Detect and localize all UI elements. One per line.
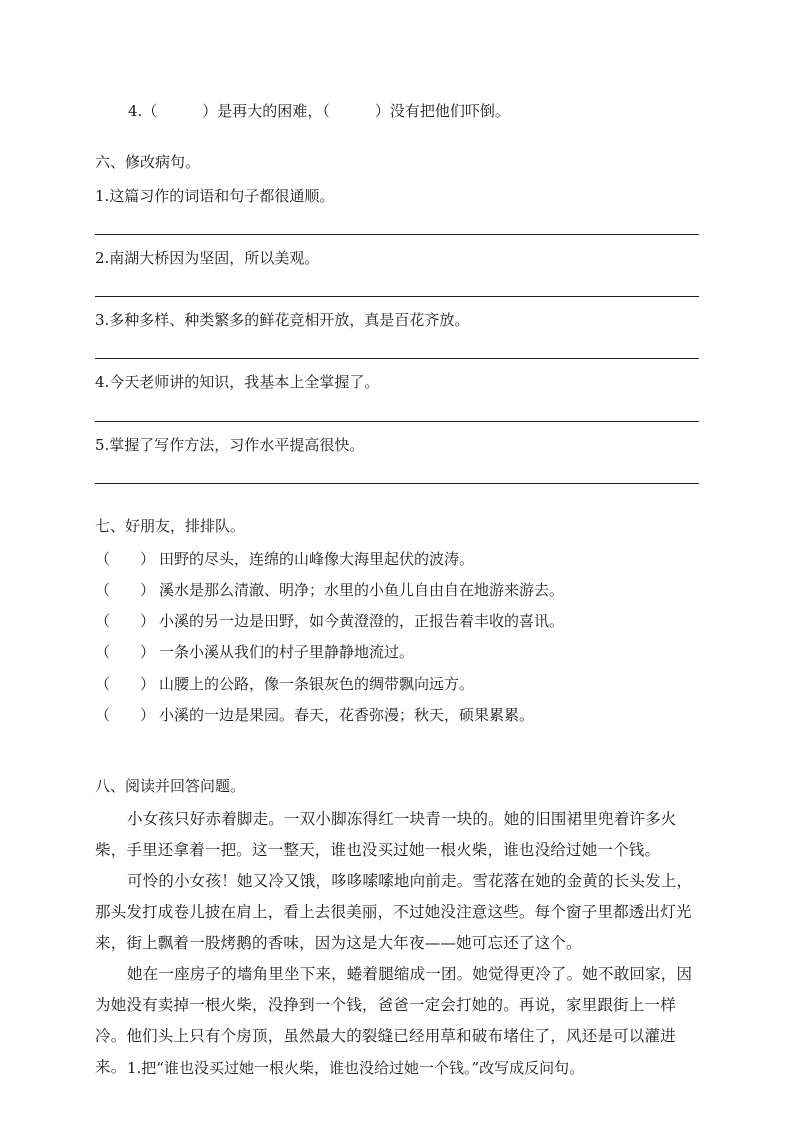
order-row-4 [95, 642, 414, 662]
question-5-4: 4.（ ）是再大的困难，（ ）没有把他们吓倒。 [128, 102, 510, 120]
order-blank[interactable]: （ ） [95, 706, 156, 724]
answer-line-6-1[interactable] [95, 234, 699, 235]
order-blank[interactable]: （ ） [95, 612, 156, 630]
order-blank[interactable]: （ ） [95, 675, 156, 693]
reading-question-1: 1.把“谁也没买过她一根火柴，谁也没给过她一个钱。”改写成反问句。 [127, 1059, 585, 1077]
section-7-title: 七、好朋友，排排队。 [95, 517, 246, 535]
order-blank[interactable]: （ ） [95, 581, 156, 599]
answer-line-6-3[interactable] [95, 358, 699, 359]
reading-paragraph-2: 可怜的小女孩！她又冷又饿，哆哆嗦嗦地向前走。雪花落在她的金黄的长头发上，那头发打成卷儿披在肩上，看上去很美丽，不过她没注意这些。每个窗子里都透出灯光来，街上飘着一股烤鹅的香味，因为这是大年夜——她可忘还了这个。 [95, 872, 693, 952]
order-sentence: 小溪的另一边是田野，如今黄澄澄的，正报告着丰收的喜讯。 [159, 612, 565, 630]
answer-line-6-2[interactable] [95, 296, 699, 297]
answer-line-6-4[interactable] [95, 421, 699, 422]
order-blank[interactable]: （ ） [95, 643, 156, 661]
order-sentence: 小溪的一边是果园。春天，花香弥漫；秋天，硕果累累。 [159, 706, 535, 724]
order-row-6 [95, 705, 534, 725]
sentence-6-2: 2.南湖大桥因为坚固，所以美观。 [95, 249, 320, 267]
answer-line-6-5[interactable] [95, 483, 699, 484]
section-8-title: 八、阅读并回答问题。 [95, 777, 246, 795]
order-blank[interactable]: （ ） [95, 550, 156, 568]
sentence-6-1: 1.这篇习作的词语和句子都很通顺。 [95, 187, 335, 205]
sentence-6-3: 3.多种多样、种类繁多的鲜花竞相开放，真是百花齐放。 [95, 311, 470, 329]
order-sentence: 溪水是那么清澈、明净；水里的小鱼儿自由自在地游来游去。 [159, 581, 565, 599]
order-row-2 [95, 580, 564, 600]
section-6-title: 六、修改病句。 [95, 153, 201, 171]
sentence-6-4: 4.今天老师讲的知识，我基本上全掌握了。 [95, 373, 380, 391]
reading-paragraph-1: 小女孩只好赤着脚走。一双小脚冻得红一块青一块的。她的旧围裙里兜着许多火柴，手里还拿着一把。这一整天，谁也没买过她一根火柴，谁也没给过她一个钱。 [95, 810, 677, 859]
reading-paragraph-3: 她在一座房子的墙角里坐下来，蜷着腿缩成一团。她觉得更冷了。她不敢回家，因为她没有卖掉一根火柴，没挣到一个钱，爸爸一定会打她的。再说，家里跟街上一样冷。他们头上只有个房顶，虽然最大的裂缝已经用草和破布堵住了，风还是可以灌进来。 [95, 965, 693, 1076]
order-row-5 [95, 674, 474, 694]
order-row-3 [95, 611, 564, 631]
sentence-6-5: 5.掌握了写作方法，习作水平提高很快。 [95, 436, 365, 454]
order-sentence: 田野的尽头，连绵的山峰像大海里起伏的波涛。 [159, 550, 475, 568]
order-sentence: 山腰上的公路，像一条银灰色的绸带飘向远方。 [159, 675, 475, 693]
order-sentence: 一条小溪从我们的村子里静静地流过。 [159, 643, 415, 661]
order-row-1 [95, 549, 474, 569]
